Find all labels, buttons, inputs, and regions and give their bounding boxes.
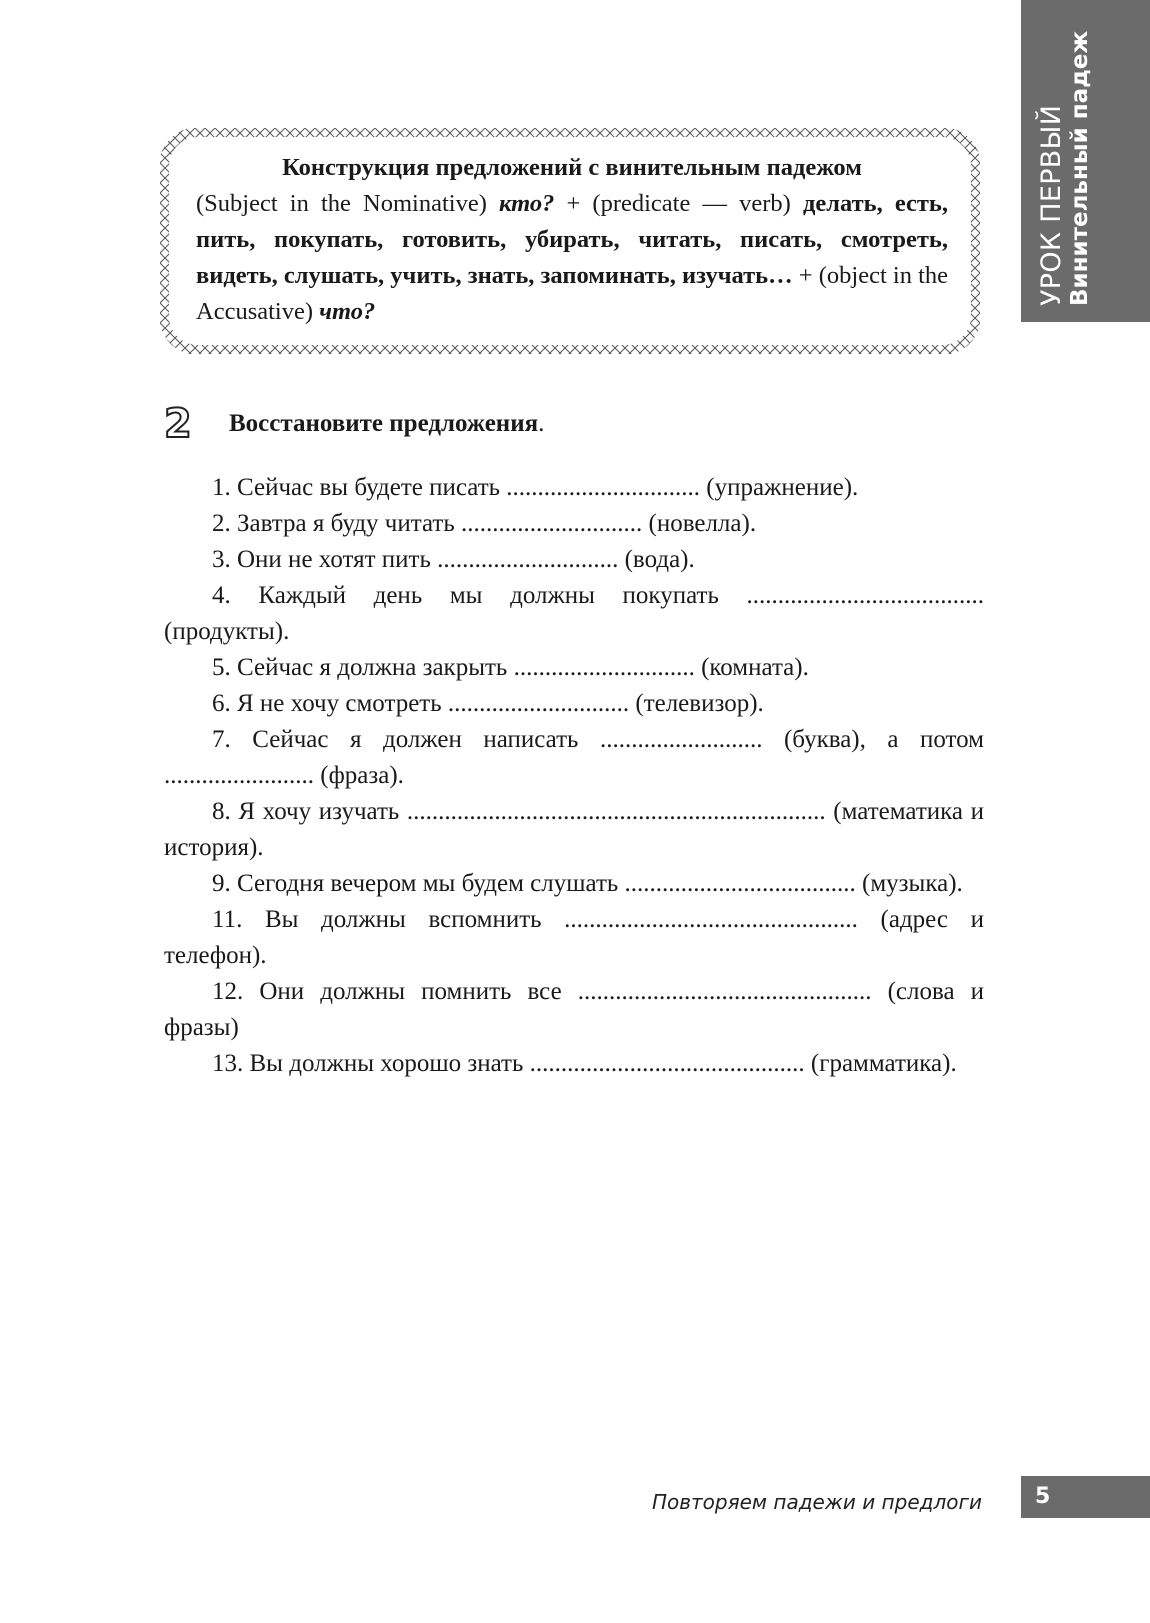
- exercise-item: 9. Сегодня вечером мы будем слушать ..................................... (музыка).: [212, 870, 963, 897]
- rule-verbs: делать, есть, пить, покупать, готовить, убирать, читать, писать, смотреть, видеть, слушать, учить, знать, запоминать, изучать…: [196, 190, 948, 289]
- exercise-item: 12. Они должны помнить все ............................................... (слова и фразы): [164, 978, 984, 1041]
- chapter-title: УРОК ПЕРВЫЙ: [1036, 104, 1067, 306]
- exercise-item: 3. Они не хотят пить ............................. (вода).: [212, 546, 695, 573]
- rule-part-object: + (object in the Accusative): [196, 262, 949, 325]
- exercise-item: 1. Сейчас вы будете писать ............................... (упражнение).: [212, 474, 859, 501]
- rule-text: [196, 150, 948, 330]
- chapter-subtitle: Винительный падеж: [1067, 30, 1093, 306]
- exercise-item: 13. Вы должны хорошо знать ............................................ (грамматика).: [212, 1050, 957, 1077]
- exercise-list: [164, 470, 984, 1082]
- exercise-item: 5. Сейчас я должна закрыть ............................. (комната).: [212, 654, 809, 681]
- exercise-item: 6. Я не хочу смотреть ............................. (телевизор).: [212, 690, 764, 717]
- rule-part-predicate: + (predicate — verb): [554, 190, 803, 217]
- grammar-rule-box: [160, 128, 980, 354]
- exercise-title: Восстановите предложения.: [229, 410, 545, 437]
- exercise-item: 11. Вы должны вспомнить ............................................... (адрес и телефон).: [164, 906, 984, 969]
- page-number: 5: [1035, 1484, 1051, 1509]
- exercise-item: 4. Каждый день мы должны покупать ...................................... (продукты).: [164, 582, 984, 645]
- exercise-number: 2: [164, 401, 192, 447]
- page-number-box: [1021, 1476, 1150, 1518]
- exercise-item: 2. Завтра я буду читать ............................. (новелла).: [212, 510, 757, 537]
- exercise-item: 8. Я хочу изучать ................................................................... (математика и история).: [164, 798, 984, 861]
- rule-part-subject: (Subject in the Nominative): [196, 190, 499, 217]
- rule-title: Конструкция предложений с винительным падежом: [282, 154, 862, 181]
- exercise-item: 7. Сейчас я должен написать .......................... (буква), а потом ........................ (фраза).: [164, 726, 984, 789]
- rule-question-what: что?: [319, 298, 376, 325]
- book-title-footer: Повторяем падежи и предлоги: [651, 1490, 982, 1514]
- rule-question-who: кто?: [499, 190, 555, 217]
